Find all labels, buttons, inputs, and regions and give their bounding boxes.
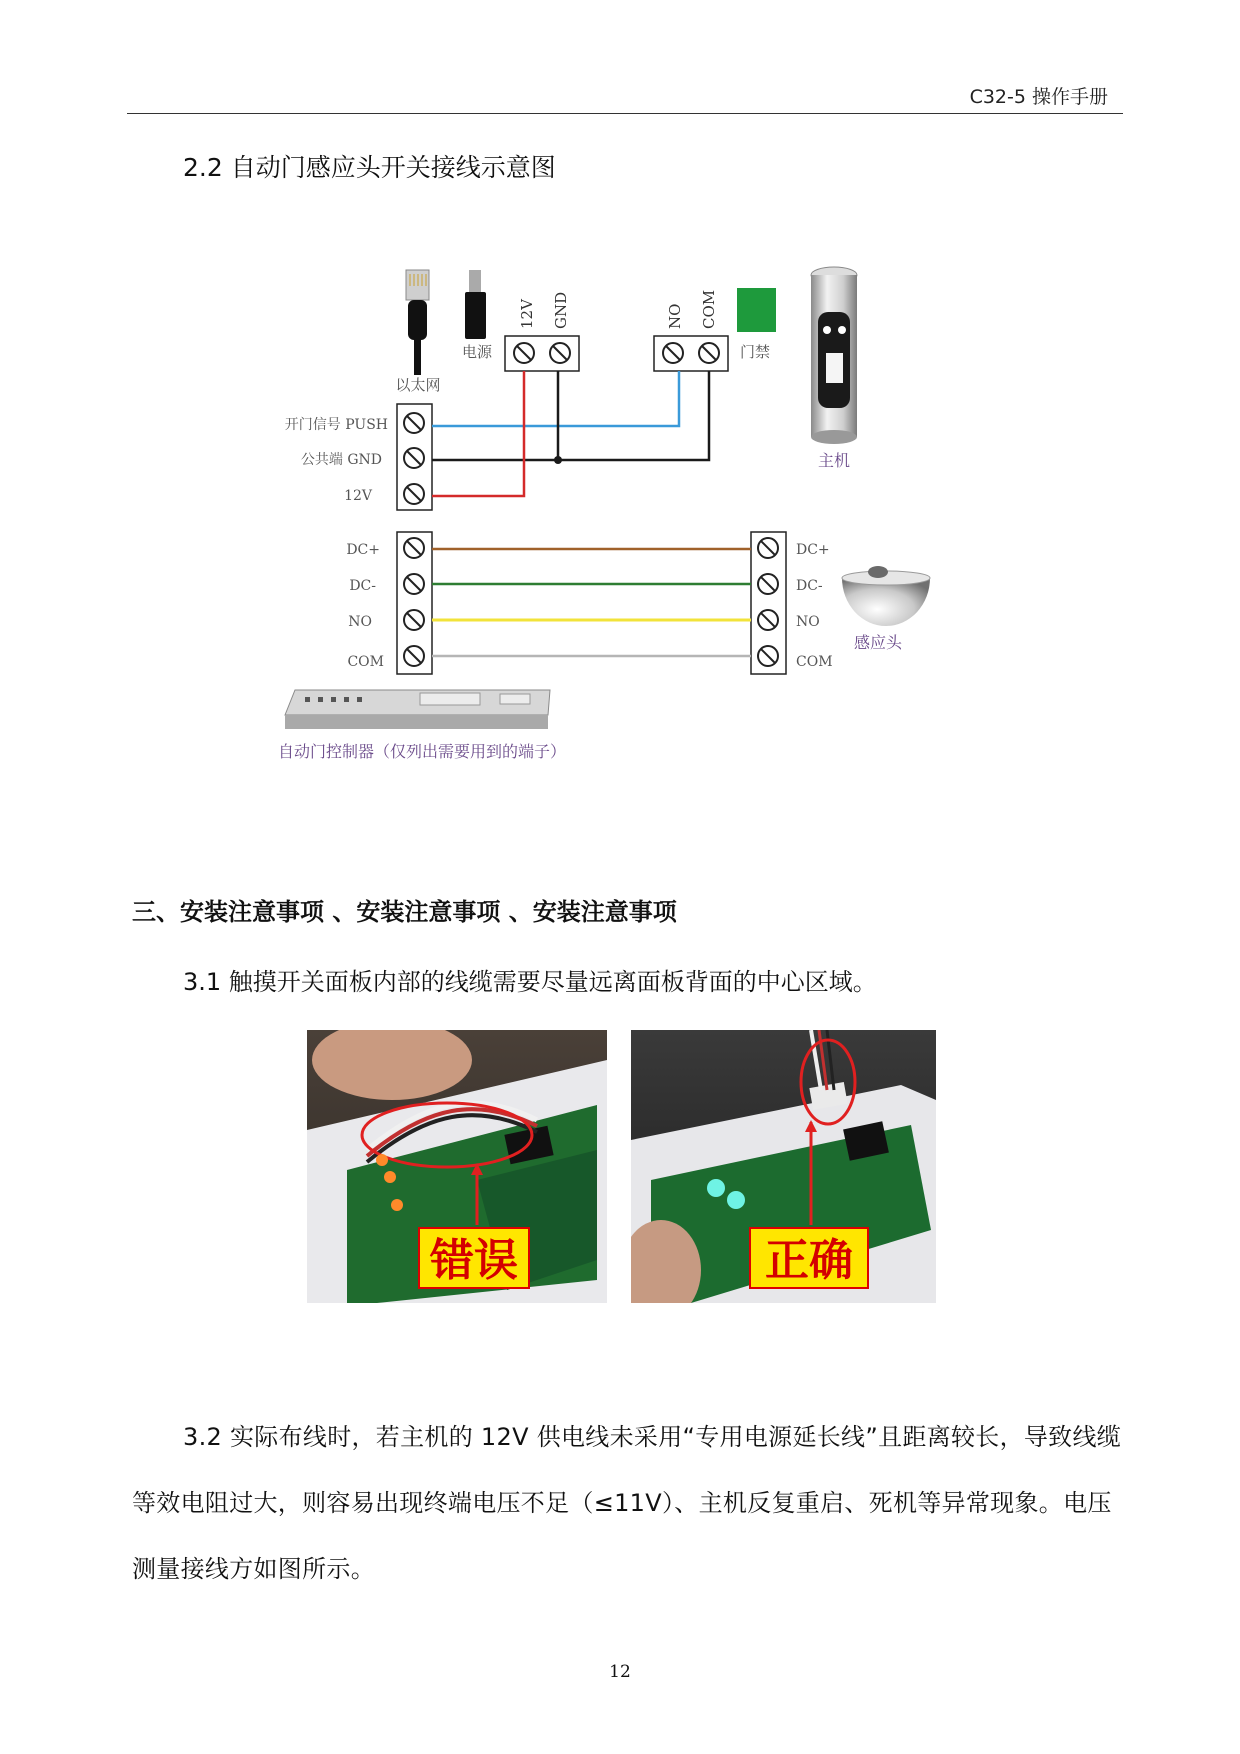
sensor-head-icon (842, 566, 930, 626)
power-plug-icon (465, 270, 486, 339)
wrong-label: 错误 (430, 1235, 518, 1286)
screw-icon (758, 646, 778, 666)
screw-icon (404, 610, 424, 630)
controller-terminal-push: 开门信号 PUSH (284, 417, 388, 433)
screw-icon (514, 343, 534, 363)
sensor-terminal-com: COM (796, 654, 833, 670)
door-lock-icon (737, 288, 776, 332)
screw-icon (663, 343, 683, 363)
controller-caption: 自动门控制器（仅列出需要用到的端子） (278, 742, 567, 761)
host-label: 主机 (817, 451, 851, 470)
page-number: 12 (609, 1662, 631, 1682)
section-2-2-heading: 2.2 自动门感应头开关接线示意图 (183, 153, 556, 182)
screw-icon (758, 610, 778, 630)
controller-terminal-no: NO (348, 614, 372, 630)
screw-icon (404, 413, 424, 433)
wire-12v (432, 371, 524, 496)
screw-icon (550, 343, 570, 363)
paragraph-3-2: 3.2 实际布线时，若主机的 12V 供电线未采用“专用电源延长线”且距离较长，导致线缆等效电阻过大，则容易出现终端电压不足（≤11V）、主机反复重启、死机等异常现象。电压测量接线方如图所示。 (132, 1423, 1122, 1583)
photo-right (631, 1030, 936, 1303)
controller-terminal-gnd: 公共端 GND (300, 452, 382, 468)
lock-terminal-com: COM (700, 289, 718, 329)
controller-terminal-12v: 12V (344, 488, 372, 504)
host-device-icon (811, 267, 857, 444)
sensor-terminal-dc-minus: DC- (796, 578, 823, 594)
lock-terminal-no: NO (666, 303, 684, 329)
paragraph-3-1: 3.1 触摸开关面板内部的线缆需要尽量远离面板背面的中心区域。 (183, 968, 877, 996)
wire-push (432, 371, 679, 426)
screw-icon (404, 484, 424, 504)
section-3-heading: 三、安装注意事项 、安装注意事项 、安装注意事项 (132, 898, 677, 926)
right-label: 正确 (765, 1235, 853, 1286)
screw-icon (699, 343, 719, 363)
header-doc-title: C32-5 操作手册 (969, 86, 1108, 108)
screw-icon (758, 538, 778, 558)
photo-wrong (307, 1030, 607, 1303)
wiring-diagram (0, 0, 1240, 800)
sensor-label: 感应头 (853, 633, 903, 652)
wire-gnd (432, 371, 709, 460)
controller-terminal-dc-plus: DC+ (346, 542, 380, 558)
screw-icon (404, 574, 424, 594)
screw-icon (404, 448, 424, 468)
wire-junction (554, 456, 562, 464)
screw-icon (758, 574, 778, 594)
controller-terminal-com: COM (347, 654, 384, 670)
sensor-terminal-no: NO (796, 614, 820, 630)
sensor-terminal-dc-plus: DC+ (796, 542, 830, 558)
power-terminal-12v: 12V (518, 299, 536, 329)
screw-icon (404, 646, 424, 666)
controller-terminal-dc-minus: DC- (349, 578, 376, 594)
ethernet-label: 以太网 (395, 376, 441, 394)
screw-icon (404, 538, 424, 558)
door-controller-icon (285, 690, 550, 729)
door-lock-label: 门禁 (740, 343, 771, 361)
power-terminal-gnd: GND (552, 291, 570, 329)
ethernet-plug-icon (406, 270, 429, 375)
power-label: 电源 (461, 343, 493, 361)
